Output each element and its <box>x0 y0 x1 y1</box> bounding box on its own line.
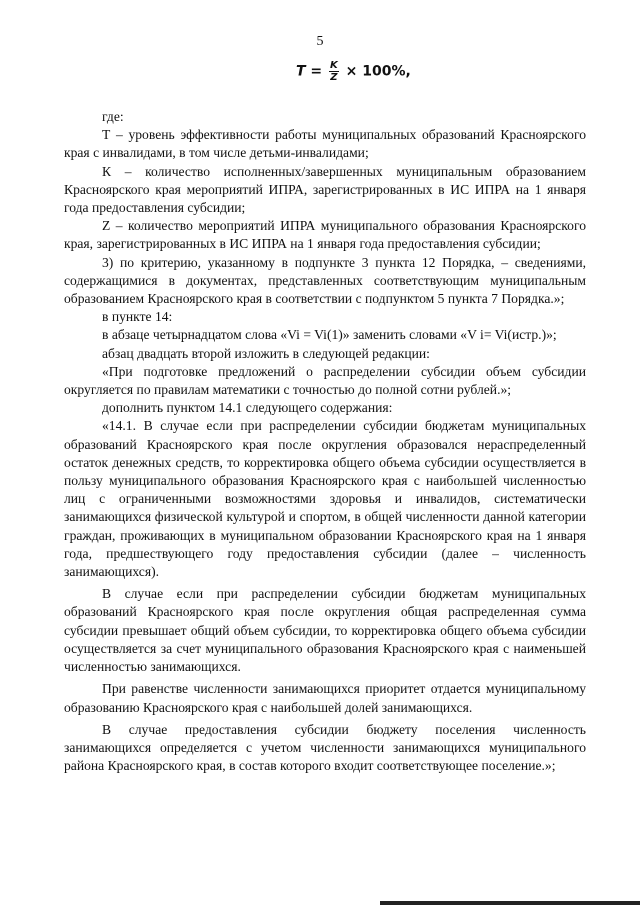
formula-numerator: K <box>330 60 338 71</box>
paragraph: В случае предоставления субсидии бюджету поселения численность занимающихся определяется с учетом численности занимающихся муниципального района Красноярского края, в состав которого входит соответствующее поселение.»; <box>64 721 586 774</box>
paragraph: При равенстве численности занимающихся приоритет отдается муниципальному образованию Красноярского края с наибольшей долей занимающихся. <box>64 681 586 715</box>
paragraph: Z – количество мероприятий ИПРА муниципального образования Красноярского края, зарегистрированных в ИС ИПРА на 1 января года предоставления субсидии; <box>64 218 586 252</box>
paragraph: К – количество исполненных/завершенных муниципальным образованием Красноярского края мероприятий ИПРА, зарегистрированных в ИС ИПРА на 1 января года предоставления субсидии; <box>64 163 586 216</box>
paragraph: в абзаце четырнадцатом слова «Vi = Vi(1)» заменить словами «V i= Vi(истр.)»; <box>102 327 557 343</box>
scan-edge-bar <box>380 901 640 905</box>
paragraph: В случае если при распределении субсидии бюджетам муниципальных образований Красноярского края после округления общая распределенная сумма субсидии превышает общий объем субсидии, то корректировка общего объема субсидии осуществляется за счет муниципального образования Красноярского края с наименьшей численностью занимающихся. <box>64 586 586 675</box>
page-number: 5 <box>316 34 324 49</box>
paragraph: 3) по критерию, указанному в подпункте 3 пункта 12 Порядка, – сведениями, содержащимися в документах, представленных соответствующим муниципальным образованием Красноярского края в соответствии с подпунктом 5 пункта 7 Порядка.»; <box>64 254 586 307</box>
paragraph: где: <box>102 109 124 124</box>
formula-denominator: Z <box>330 72 338 83</box>
formula <box>296 60 411 83</box>
paragraph: Т – уровень эффективности работы муниципальных образований Красноярского края с инвалидами, в том числе детьми-инвалидами; <box>64 127 586 161</box>
paragraph: в пункте 14: <box>102 309 173 325</box>
paragraph: «При подготовке предложений о распределении субсидии объем субсидии округляется по правилам математики с точностью до полной сотни рублей.»; <box>64 363 586 398</box>
paragraph: абзац двадцать второй изложить в следующей редакции: <box>102 345 430 361</box>
document-body <box>64 108 586 775</box>
formula-fraction <box>329 60 339 83</box>
formula-rhs: × 100%, <box>345 63 411 80</box>
paragraph: «14.1. В случае если при распределении субсидии бюджетам муниципальных образований Красноярского края после округления образовался нераспределенный остаток денежных средств, то корректировка общего объема субсидии осуществляется в пользу муниципального образования Красноярского края с наибольшей численностью лиц с ограниченными возможностями здоровья и инвалидов, систематически занимающихся физической культурой и спортом, в общей численности данной категории граждан, проживающих в муниципальном образовании Красноярского края на 1 января года, предшествующего году предоставления субсидии (далее – численность занимающихся). <box>64 418 586 580</box>
paragraph: дополнить пунктом 14.1 следующего содержания: <box>102 400 393 416</box>
formula-lhs: T = <box>296 63 323 80</box>
